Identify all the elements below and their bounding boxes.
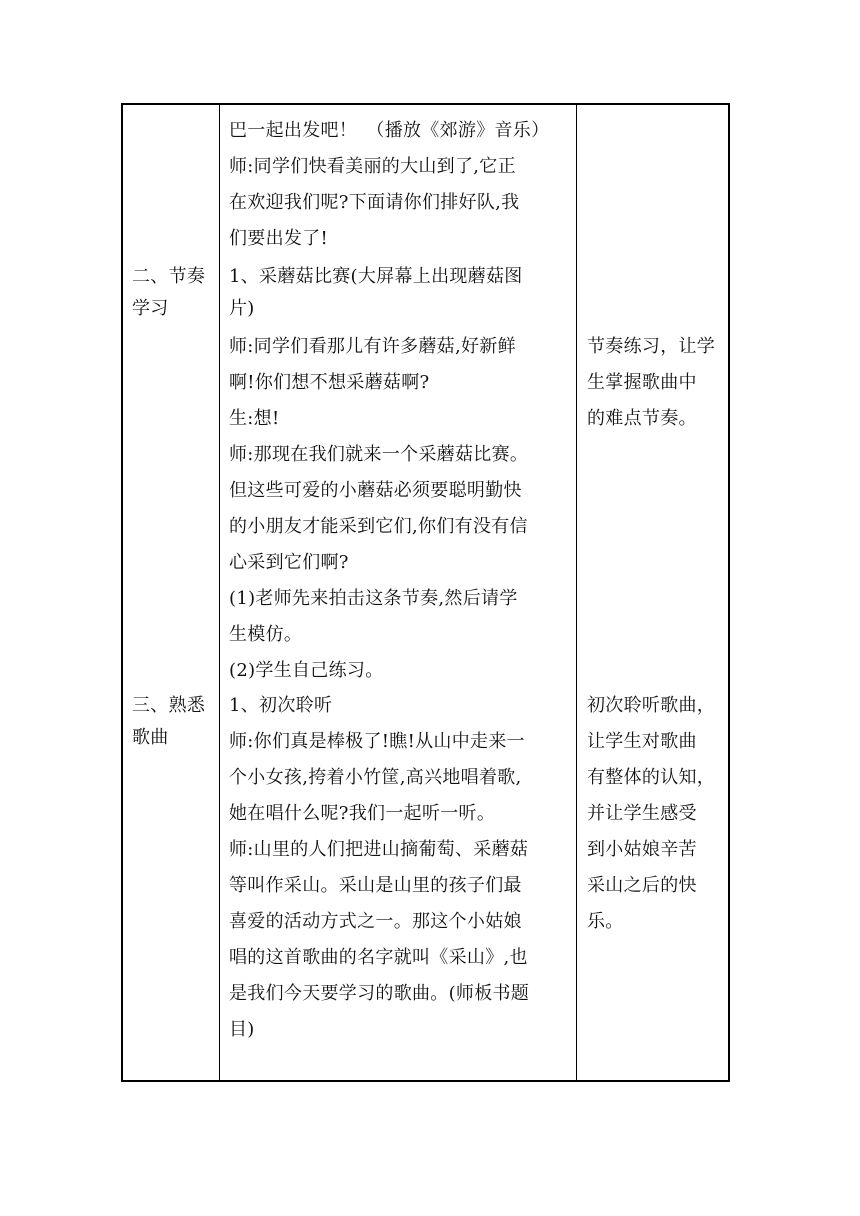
content-line: 师:同学们看那儿有许多蘑菇,好新鲜 [229,336,516,357]
content-line: 师:你们真是棒极了!瞧!从山中走来一 [229,731,525,752]
content-line: 是我们今天要学习的歌曲。(师板书题 [229,983,530,1004]
purpose-line: 采山之后的快 [587,875,697,896]
purpose-line: 初次聆听歌曲， [587,695,716,716]
content-line: 巴一起出发吧！ （播放《郊游》音乐） [229,120,550,141]
stage-label: 歌曲 [132,727,169,748]
content-line: 1、初次聆听 [229,695,333,716]
purpose-line: 有整体的认知， [587,767,716,788]
content-line: 师:山里的人们把进山摘葡萄、采蘑菇 [229,839,529,860]
content-line: 个小女孩,挎着小竹筐,高兴地唱着歌, [229,767,522,788]
content-line: 的小朋友才能采到它们,你们有没有信 [229,516,528,537]
content-line: 师:那现在我们就来一个采蘑菇比赛。 [229,444,529,465]
purpose-line: 到小姑娘辛苦 [587,839,697,860]
purpose-line: 生掌握歌曲中 [587,372,697,393]
content-line: 目) [229,1019,255,1040]
purpose-column [577,105,730,1080]
purpose-line: 乐。 [587,911,624,932]
content-column [220,105,577,1080]
content-line: (1)老师先来拍击这条节奏,然后请学 [229,588,518,609]
content-line: 唱的这首歌曲的名字就叫《采山》,也 [229,947,528,968]
purpose-line: 节奏练习，让学 [587,336,716,357]
stage-label: 二、节奏 [132,266,206,287]
stage-column [123,105,220,1080]
content-line: 啊!你们想不想采蘑菇啊? [229,372,430,393]
content-line: 心采到它们啊? [229,552,349,573]
content-line: 片) [229,298,255,319]
purpose-line: 的难点节奏。 [587,408,697,429]
content-line: 喜爱的活动方式之一。那这个小姑娘 [229,911,522,932]
lesson-plan-table [121,103,730,1082]
content-line: 生:想! [229,408,280,429]
content-line: (2)学生自己练习。 [229,660,384,681]
stage-label: 学习 [132,298,169,319]
purpose-line: 让学生对歌曲 [587,731,697,752]
content-line: 在欢迎我们呢?下面请你们排好队,我 [229,192,520,213]
content-line: 她在唱什么呢?我们一起听一听。 [229,803,496,824]
purpose-line: 并让学生感受 [587,803,697,824]
content-line: 等叫作采山。采山是山里的孩子们最 [229,875,522,896]
content-line: 但这些可爱的小蘑菇必须要聪明勤快 [229,480,522,501]
stage-label: 三、熟悉 [132,695,206,716]
content-line: 们要出发了! [229,228,329,249]
content-line: 师:同学们快看美丽的大山到了,它正 [229,156,516,177]
content-line: 生模仿。 [229,624,303,645]
content-line: 1、采蘑菇比赛(大屏幕上出现蘑菇图 [229,266,523,287]
